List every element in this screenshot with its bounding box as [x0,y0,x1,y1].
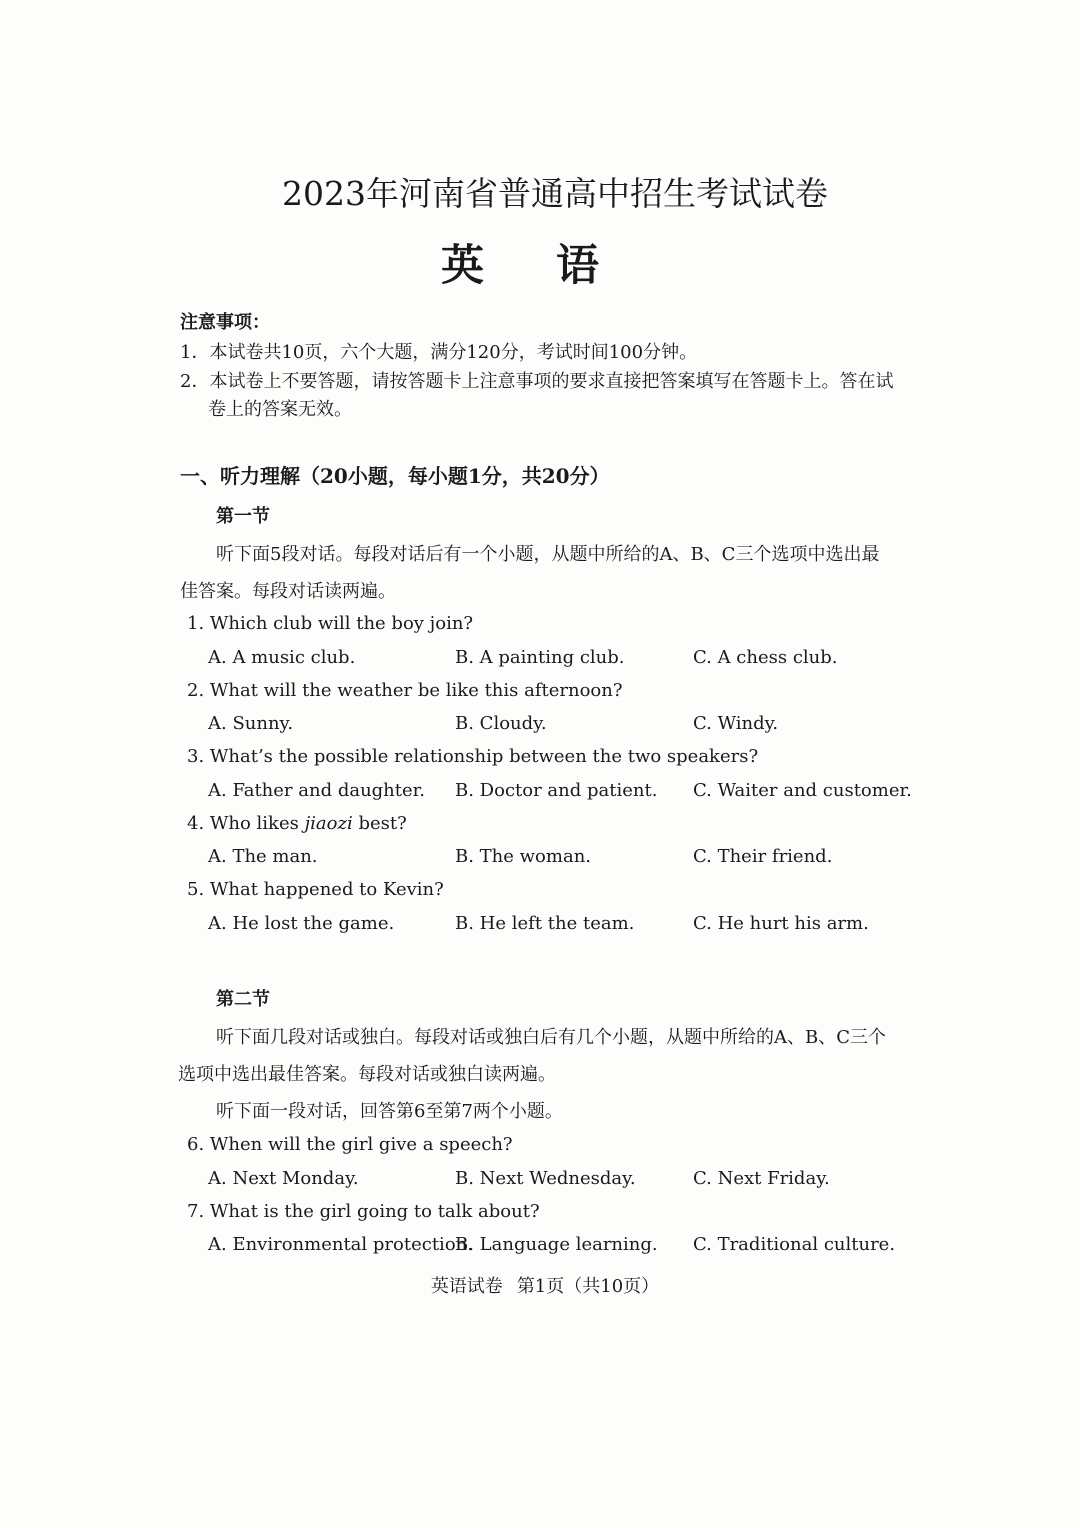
q3-option-c: C. Waiter and customer. [693,780,912,801]
q6-option-a: A. Next Monday. [208,1168,359,1189]
q5-option-b: B. He left the team. [455,913,635,934]
q6-option-b: B. Next Wednesday. [455,1168,636,1189]
q4-text-post: best? [352,813,407,834]
question-7: 7. What is the girl going to talk about? [187,1201,540,1222]
q4-text-pre: 4. Who likes [187,813,305,834]
q4-option-a: A. The man. [208,846,318,867]
q4-option-b: B. The woman. [455,846,592,867]
section1-heading: 第一节 [216,506,270,527]
q2-option-c: C. Windy. [693,713,779,734]
note-item-1: 1．本试卷共10页，六个大题，满分120分，考试时间100分钟。 [180,342,698,363]
q6-option-c: C. Next Friday. [693,1168,830,1189]
q7-option-c: C. Traditional culture. [693,1234,896,1255]
question-5: 5. What happened to Kevin? [187,879,444,900]
section2-subinstruction: 听下面一段对话，回答第6至第7两个小题。 [216,1101,563,1122]
part1-heading: 一、听力理解（20小题，每小题1分，共20分） [180,464,610,488]
exam-title: 2023年河南省普通高中招生考试试卷 [282,174,828,213]
q3-option-b: B. Doctor and patient. [455,780,658,801]
page-footer [0,1272,1080,1298]
notes-heading: 注意事项： [180,312,270,333]
q7-option-a: A. Environmental protection. [208,1234,473,1255]
q1-option-a: A. A music club. [208,647,356,668]
note-item-2: 2．本试卷上不要答题，请按答题卡上注意事项的要求直接把答案填写在答题卡上。答在试 [180,371,894,392]
section1-instruction-cont: 佳答案。每段对话读两遍。 [180,581,396,602]
q2-option-a: A. Sunny. [208,713,294,734]
q1-option-c: C. A chess club. [693,647,838,668]
question-2: 2. What will the weather be like this afternoon? [187,680,623,701]
subject-title: 英语 [441,241,671,291]
footer-page-number: 第1页（共10页） [516,1276,660,1297]
q5-option-a: A. He lost the game. [208,913,395,934]
q4-option-c: C. Their friend. [693,846,833,867]
question-3: 3. What’s the possible relationship between the two speakers? [187,746,759,767]
note-item-2-continued: 卷上的答案无效。 [208,399,352,420]
q7-option-b: B. Language learning. [455,1234,658,1255]
question-6: 6. When will the girl give a speech? [187,1134,513,1155]
question-4 [187,813,407,834]
section2-instruction-cont: 选项中选出最佳答案。每段对话或独白读两遍。 [178,1064,556,1085]
section1-instruction: 听下面5段对话。每段对话后有一个小题，从题中所给的A、B、C三个选项中选出最 [216,544,880,565]
q3-option-a: A. Father and daughter. [208,780,426,801]
footer-subject: 英语试卷 [430,1276,503,1297]
question-1: 1. Which club will the boy join? [187,613,474,634]
section2-heading: 第二节 [216,989,270,1010]
q4-text-em: jiaozi [304,813,353,834]
q5-option-c: C. He hurt his arm. [693,913,869,934]
section2-instruction: 听下面几段对话或独白。每段对话或独白后有几个小题，从题中所给的A、B、C三个 [216,1027,886,1048]
q2-option-b: B. Cloudy. [455,713,547,734]
q1-option-b: B. A painting club. [455,647,625,668]
